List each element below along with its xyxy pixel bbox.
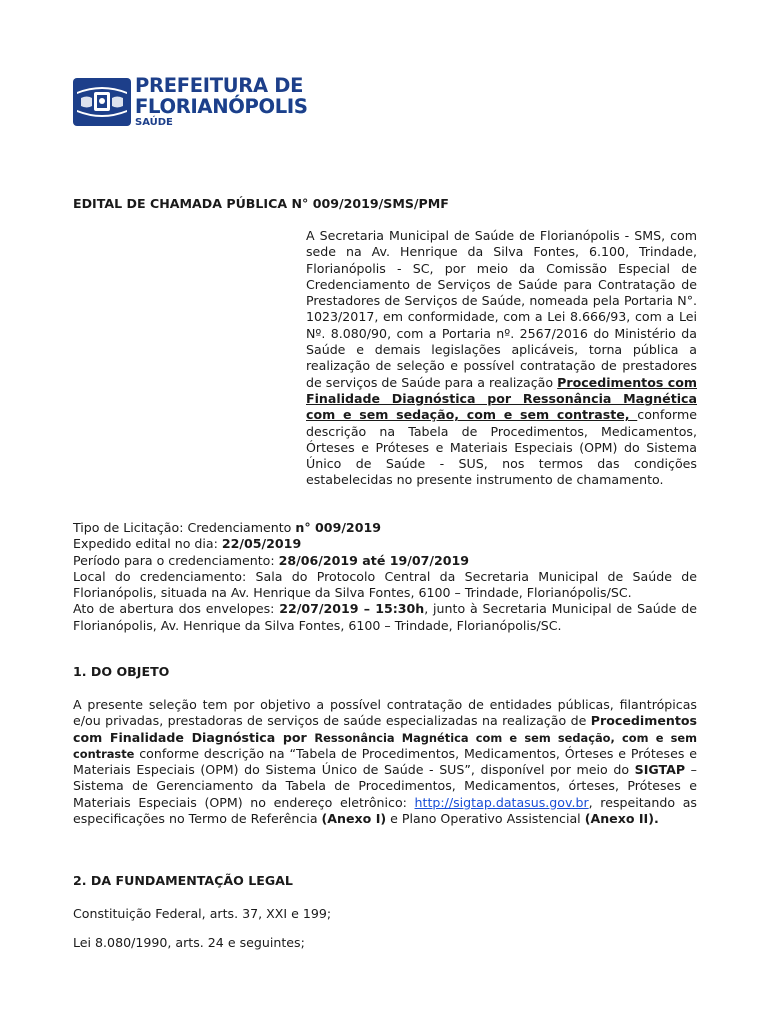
legal-basis-1: Constituição Federal, arts. 37, XXI e 199; [73, 906, 332, 921]
intro-emphasis: Procedimentos com Finalidade Diagnóstica por Ressonância Magnética com e sem sedação, com e sem contraste, [306, 374, 698, 423]
intro-text-after: conforme descrição na Tabela de Procedimentos, Medicamentos, Órteses e Próteses e Materiais Especiais (OPM) do Sistema Único de Saúde - SUS, nos termos das condições estabelecidas no presente instrumento de chamamento. [306, 407, 697, 488]
sigtap-link[interactable]: http://sigtap.datasus.gov.br [414, 794, 589, 810]
section-1-heading: 1. DO OBJETO [73, 664, 170, 679]
obj-bold-2: Ressonância Magnética com e sem sedação, com e sem contraste [73, 730, 697, 761]
ato-abertura [73, 601, 697, 634]
logo-line-3: SAÚDE [135, 117, 173, 128]
ato-after: , junto à Secretaria Municipal de Saúde de Florianópolis, Av. Henrique da Silva Fontes, 6100 – Trindade, Florianópolis/SC. [73, 601, 697, 633]
obj-text-1: A presente seleção tem por objetivo a possível contratação de entidades públicas, filantrópicas e/ou privadas, prestadoras de serviços de saúde especializadas na realização de [73, 697, 697, 729]
tender-info [73, 520, 697, 634]
legal-basis-2: Lei 8.080/1990, arts. 24 e seguintes; [73, 935, 305, 950]
expedido-edital [73, 536, 697, 552]
intro-paragraph [306, 228, 697, 489]
tipo-value: n° 009/2019 [295, 520, 381, 535]
tipo-label: Tipo de Licitação: Credenciamento [73, 520, 296, 535]
section-1-paragraph [73, 697, 697, 827]
obj-bold-1: Procedimentos com Finalidade Diagnóstica por [73, 713, 697, 745]
tipo-licitacao [73, 520, 697, 536]
expedido-label: Expedido edital no dia: [73, 536, 222, 552]
logo-line-1: PREFEITURA DE [135, 74, 304, 97]
periodo-label: Período para o credenciamento: [73, 552, 279, 568]
logo-line-2: FLORIANÓPOLIS [135, 94, 308, 118]
anexo-1: (Anexo I) [321, 811, 387, 827]
obj-text-3: – Sistema de Gerenciamento da Tabela de Procedimentos, Medicamentos, órteses, Próteses e Materiais Especiais (OPM) no endereço eletrônico: [73, 762, 697, 810]
city-crest-icon [73, 78, 131, 126]
section-2-heading: 2. DA FUNDAMENTAÇÃO LEGAL [73, 873, 293, 888]
obj-text-4: , respeitando as especificações no Termo de Referência [73, 794, 697, 827]
anexo-2: (Anexo II). [584, 811, 659, 827]
obj-bold-sigtap: SIGTAP [634, 762, 686, 778]
ato-value: 22/07/2019 – 15:30h [279, 601, 425, 617]
intro-text: A Secretaria Municipal de Saúde de Florianópolis - SMS, com sede na Av. Henrique da Silva Fontes, 6.100, Trindade, Florianópolis - SC, por meio da Comissão Especial de Credenciamento de Serviços de Saúde para Contratação de Prestadores de Serviços de Saúde, nomeada pela Portaria N°. 1023/2017, em conformidade, com a Lei 8.666/93, com a Lei Nº. 8.080/90, com a Portaria nº. 2567/2016 do Ministério da Saúde e demais legislações aplicáveis, torna pública a realização de seleção e possível contratação de prestadores de serviços de Saúde para a realização [306, 228, 697, 390]
document-title: EDITAL DE CHAMADA PÚBLICA N° 009/2019/SMS/PMF [73, 196, 449, 211]
obj-text-5: e Plano Operativo Assistencial [386, 811, 585, 827]
expedido-value: 22/05/2019 [221, 536, 302, 552]
periodo-credenciamento [73, 553, 697, 569]
obj-text-2: conforme descrição na “Tabela de Procedimentos, Medicamentos, Órteses e Próteses e Materiais Especiais (OPM) do Sistema Único de Saúde - SUS”, disponível por meio do [73, 745, 697, 778]
logo-wordmark [135, 76, 308, 128]
ato-label: Ato de abertura dos envelopes: [73, 601, 280, 617]
prefeitura-logo [73, 76, 343, 128]
periodo-value: 28/06/2019 até 19/07/2019 [278, 552, 470, 568]
local-credenciamento: Local do credenciamento: Sala do Protocolo Central da Secretaria Municipal de Saúde de Florianópolis, situada na Av. Henrique da Silva Fontes, 6100 – Trindade, Florianópolis/SC. [73, 568, 697, 601]
